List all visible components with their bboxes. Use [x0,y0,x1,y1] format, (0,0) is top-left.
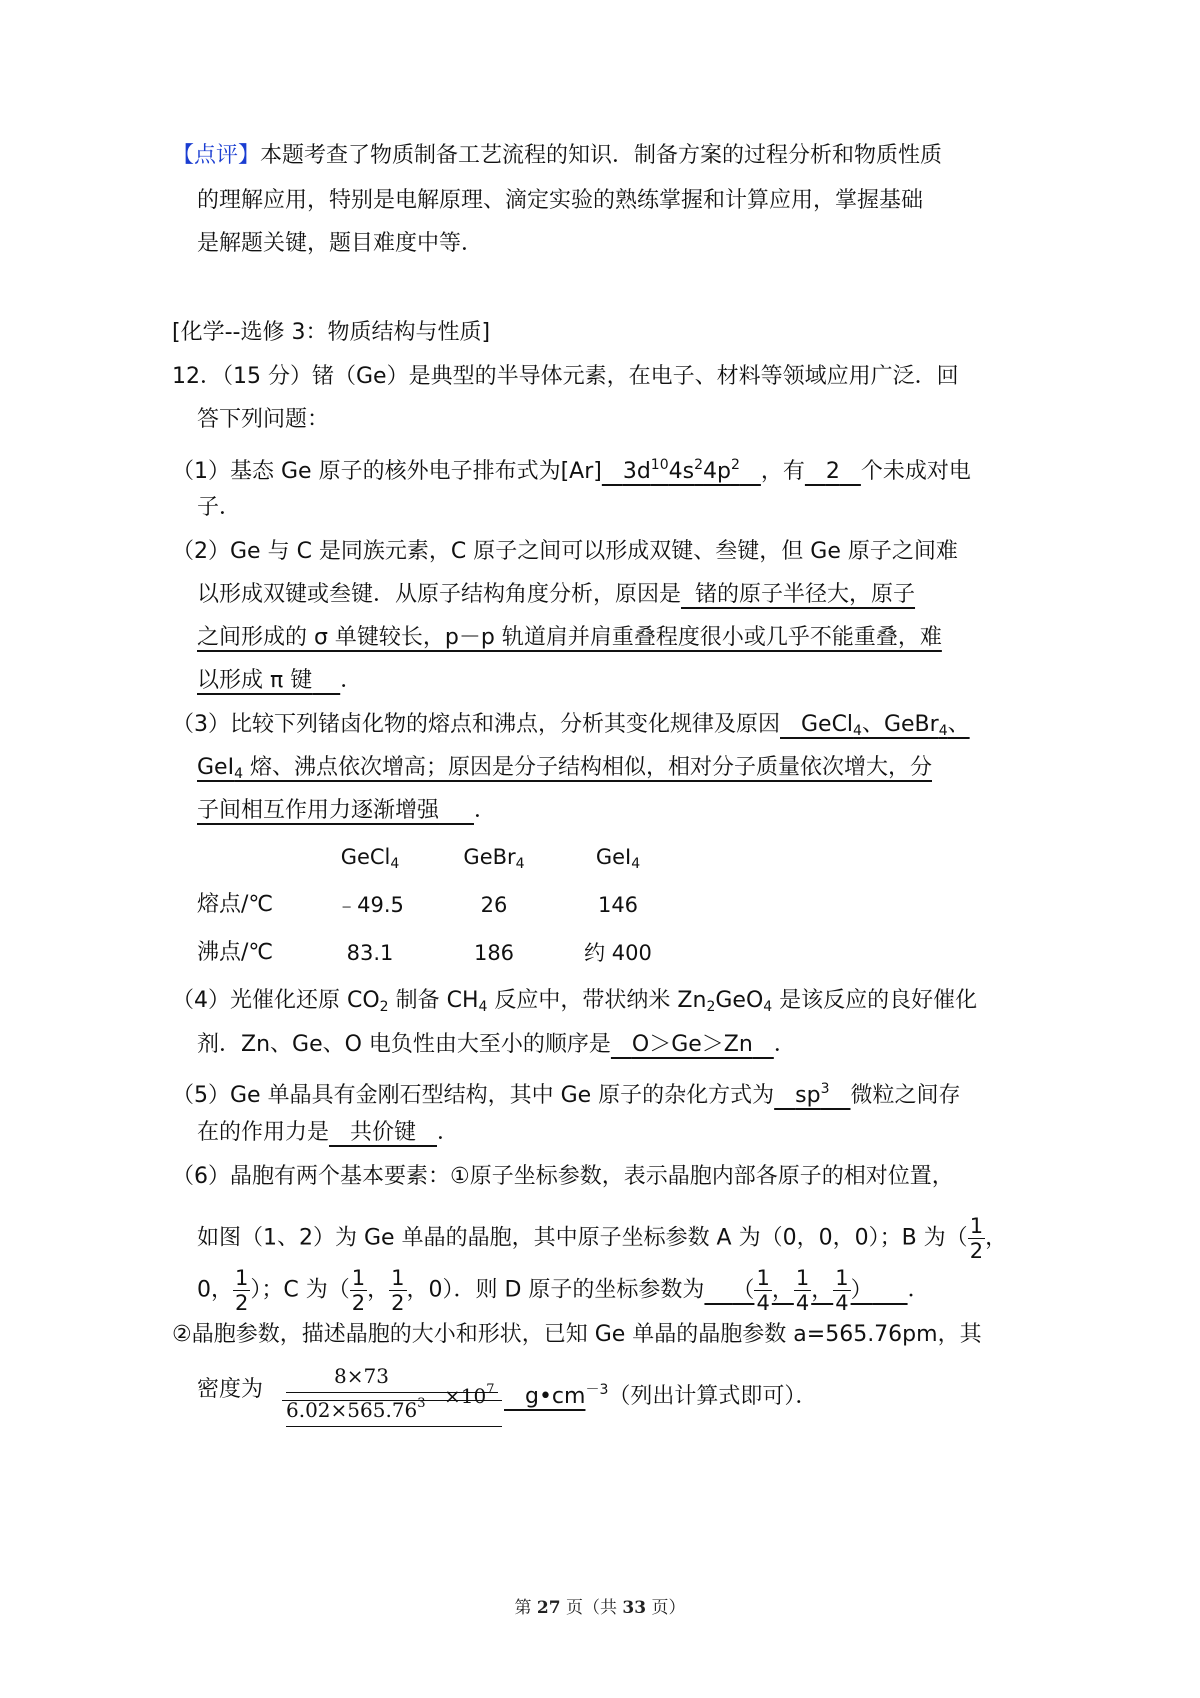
answer-d-coordinates: （ $\frac{1}{4}$ ， $\frac{1}{4}$ ， $\frac{1}{4}$ ） [732,1266,873,1315]
answer-part-2-c: 以形成 π 键 [197,668,313,693]
page-number: 27 [536,1598,561,1618]
table-cell: 26 [480,893,508,917]
table-cell: 146 [597,893,639,917]
answer-unpaired-count: 2 [825,459,840,484]
part-2-line-3 [197,623,942,653]
answer-electron-config: $3d^{10}4s^24p^2$ [622,457,740,484]
table-cell: ﹣49.5 [336,893,404,917]
page-total: 33 [622,1598,647,1618]
part-6-line-1: （6）晶胞有两个基本要素：①原子坐标参数，表示晶胞内部各原子的相对位置， [172,1164,954,1189]
density-denominator: $6.02\times 565.76^3$ [286,1396,426,1422]
part-3-line-2 [197,753,932,789]
question-12-line-1: 12．（15 分）锗（Ge）是典型的半导体元素，在电子、材料等领域应用广泛．回 [172,364,959,389]
density-unit-line: $g•cm^{-3}$（列出计算式即可）． [504,1375,817,1412]
answer-interaction: 共价键 [350,1120,417,1145]
fraction-quarter: $\frac{1}{4}$ [835,1266,849,1315]
answer-underline [286,1426,502,1427]
table-header-gebr4: GeBr$_4$ [463,845,525,872]
table-cell: 约 400 [584,941,652,965]
fraction-half: $\frac{1}{2}$ [391,1266,405,1315]
part-1-line-1: （1）基态 Ge 原子的核外电子排布式为[Ar] $3d^{10}4s^24p^2$ ，有 2 个未成对电 [172,457,971,484]
density-formula [282,1360,542,1440]
question-12-line-2: 答下列问题： [197,407,330,432]
part-3-line-3: 子间相互作用力逐渐增强 ． [197,798,496,823]
answer-part-3-b: GeI$_4$ 熔、沸点依次增高；原因是分子结构相似，相对分子质量依次增大，分 [197,755,932,782]
comment-tag: 【点评】 [172,143,261,168]
table-header-gei4: GeI$_4$ [595,845,641,872]
part-6-line-3: 0， $\frac{1}{2}$ ）；C 为（ $\frac{1}{2}$ ， $\frac{1}{2}$ ，0）．则 D 原子的坐标参数为 （ $\frac{1}{4}$ ， $\frac{1}{4}$ ， $\frac{1}{4}$ ） ． [197,1266,930,1315]
answer-electronegativity: O＞Ge＞Zn [631,1032,753,1057]
part-5-line-2: 在的作用力是 共价键 ． [197,1120,460,1145]
density-unit: g•cm [524,1384,586,1409]
fraction-quarter: $\frac{1}{4}$ [795,1266,810,1315]
part-5-line-1: （5）Ge 单晶具有金刚石型结构，其中 Ge 原子的杂化方式为 $sp^3$ 微粒之间存 [172,1081,961,1108]
answer-part-3-c: 子间相互作用力逐渐增强 [197,798,440,823]
page-footer: 第 27 页（共 33 页） [514,1598,686,1618]
part-3-line-1: （3）比较下列锗卤化物的熔点和沸点，分析其变化规律及原因 GeCl$_4$、GeBr$_4$、 [172,712,970,739]
answer-part-3-a: GeCl$_4$、GeBr$_4$、 [800,712,970,739]
fraction-half: $\frac{1}{2}$ [351,1266,366,1315]
answer-hybridization: $sp^3$ [795,1081,830,1108]
part-1-line-2: 子． [197,495,242,520]
part-2-line-2: 以形成双键或叁键．从原子结构角度分析，原因是 锗的原子半径大，原子 [197,582,916,607]
table-row-label: 沸点/℃ [197,940,274,965]
part-4-line-2: 剂．Zn、Ge、O 电负性由大至小的顺序是 O＞Ge＞Zn ． [197,1032,796,1057]
density-numerator: 8×73 [334,1364,389,1388]
table-row-label: 熔点/℃ [197,892,274,917]
part-6-line-4: ②晶胞参数，描述晶胞的大小和形状，已知 Ge 单晶的晶胞参数 a=565.76pm，其 [172,1322,982,1347]
fraction-half: $\frac{1}{2}$ [235,1266,249,1315]
section-title: [化学--选修 3：物质结构与性质] [172,320,491,345]
fraction-half: $\frac{1}{2}$ [969,1214,984,1263]
density-label: 密度为 [197,1377,264,1402]
part-2-line-1: （2）Ge 与 C 是同族元素，C 原子之间可以形成双键、叁键，但 Ge 原子之间难 [172,539,958,564]
density-times: $\times 10^7$ [444,1382,495,1408]
answer-part-2-b: 之间形成的 σ 单键较长，p－p 轨道肩并肩重叠程度很小或几乎不能重叠，难 [197,625,942,650]
answer-part-2-a: 锗的原子半径大，原子 [695,582,916,607]
part-2-line-4: 以形成 π 键 ． [197,668,363,693]
part-4-line-1: （4）光催化还原 $CO_2$ 制备 $CH_4$ 反应中，带状纳米 $Zn_2GeO_4$ 是该反应的良好催化 [172,988,978,1015]
fraction-quarter: $\frac{1}{4}$ [756,1266,770,1315]
comment-line-3: 是解题关键，题目难度中等． [197,231,484,256]
comment-line-2: 的理解应用，特别是电解原理、滴定实验的熟练掌握和计算应用，掌握基础 [197,188,924,213]
table-cell: 83.1 [346,941,394,965]
part-6-line-2: 如图（1、2）为 Ge 单晶的晶胞，其中原子坐标参数 A 为（0，0，0）；B 为（ $\frac{1}{2}$ ， [197,1214,1008,1263]
table-cell: 186 [473,941,515,965]
comment-line-1: 【点评】本题考查了物质制备工艺流程的知识．制备方案的过程分析和物质性质 [172,143,943,168]
table-header-gecl4: GeCl$_4$ [340,845,400,872]
